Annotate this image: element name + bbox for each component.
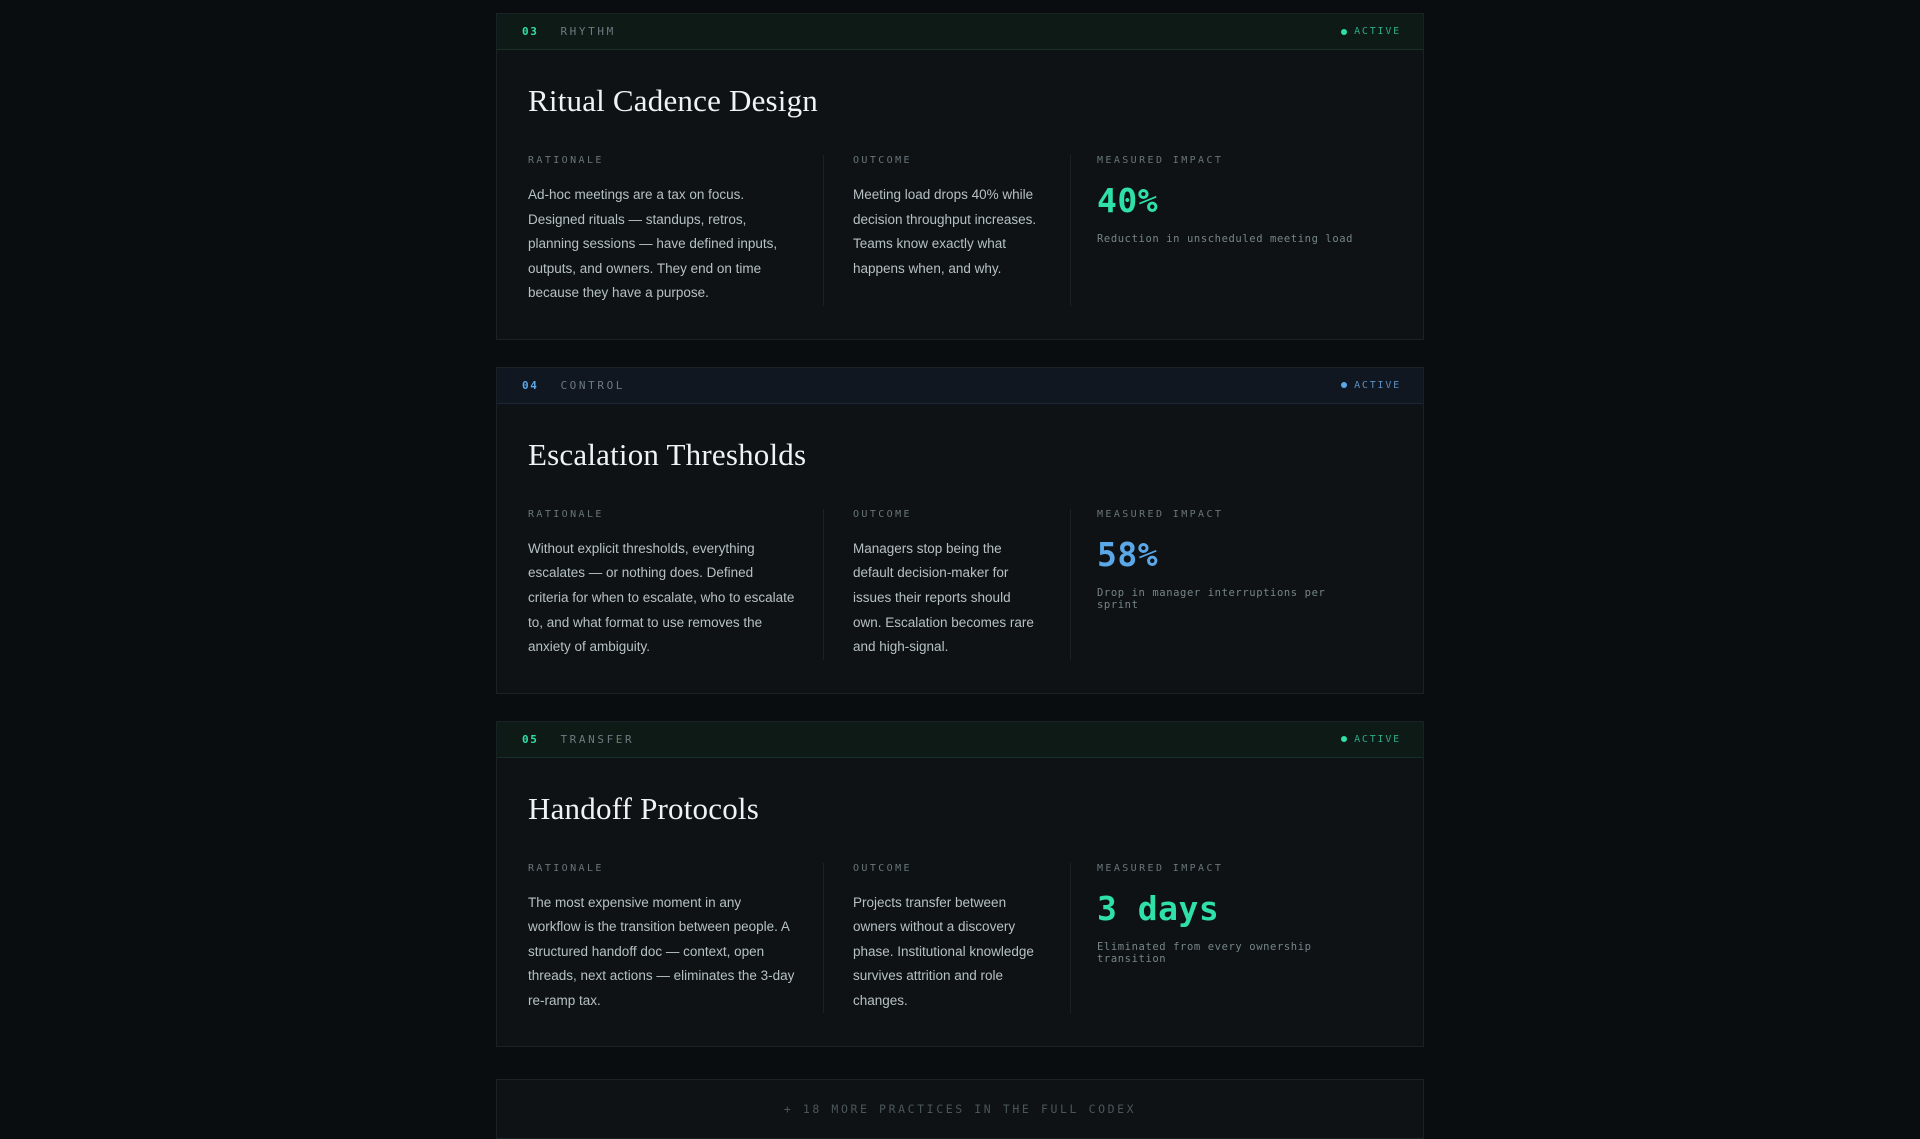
status-badge [1341,380,1401,391]
status-label: ACTIVE [1354,733,1401,745]
card-index: 05 [522,732,539,746]
card-kicker: TRANSFER [560,732,635,746]
rationale-label: RATIONALE [528,862,604,874]
impact-note: Drop in manager interruptions per sprint [1097,587,1326,612]
card-body [497,404,1423,693]
impact-column [1070,863,1393,1014]
outcome-label: OUTCOME [853,155,912,166]
rationale-text: The most expensive moment in any workflow is the transition between people. A structured handoff doc — context, open threads, next actions — eliminates the 3-day re-ramp tax. [528,894,795,1008]
rationale-label: RATIONALE [528,155,604,166]
impact-note: Eliminated from every ownership transition [1097,940,1312,965]
more-practices-banner[interactable] [496,1079,1424,1139]
outcome-label: OUTCOME [853,862,912,874]
impact-metric: 58% [1097,534,1159,574]
impact-label: MEASURED IMPACT [1097,508,1224,520]
impact-metric: 3 days [1097,888,1220,928]
outcome-text: Managers stop being the default decision-maker for issues their reports should own. Escalation becomes rare and high-signal. [853,540,1034,655]
status-badge [1341,734,1401,745]
card-columns [528,155,1393,306]
impact-column [1070,509,1393,660]
practice-card [496,367,1424,694]
card-index: 04 [522,378,539,392]
impact-label: MEASURED IMPACT [1097,862,1224,874]
card-index: 03 [522,25,539,38]
card-header [497,14,1423,50]
card-title: Ritual Cadence Design [528,83,819,118]
card-header [497,368,1423,404]
card-title: Escalation Thresholds [528,436,807,472]
outcome-column [823,155,1070,306]
card-header [497,722,1423,758]
card-title: Handoff Protocols [528,790,759,826]
more-practices-label: + 18 MORE PRACTICES IN THE FULL CODEX [783,1102,1137,1117]
status-dot-icon [1341,29,1347,35]
practice-card [496,721,1424,1048]
impact-metric: 40% [1097,181,1159,220]
outcome-text: Projects transfer between owners without a discovery phase. Institutional knowledge survives attrition and role changes. [853,894,1034,1008]
outcome-label: OUTCOME [853,508,912,520]
card-body [497,50,1423,339]
rationale-label: RATIONALE [528,508,604,520]
outcome-column [823,863,1070,1014]
impact-note: Reduction in unscheduled meeting load [1097,233,1354,246]
card-columns [528,509,1393,660]
impact-column [1070,155,1393,306]
card-kicker: RHYTHM [560,25,616,38]
practice-card [496,13,1424,340]
impact-label: MEASURED IMPACT [1097,155,1224,166]
status-badge [1341,26,1401,37]
rationale-text: Ad-hoc meetings are a tax on focus. Designed rituals — standups, retros, planning sessions — have defined inputs, outputs, and owners. They end on time because they have a purpose. [528,187,778,301]
rationale-column [528,155,823,306]
card-columns [528,863,1393,1014]
status-label: ACTIVE [1354,379,1401,391]
outcome-text: Meeting load drops 40% while decision throughput increases. Teams know exactly what happens when, and why. [853,187,1037,276]
card-body [497,758,1423,1047]
rationale-column [528,509,823,660]
rationale-column [528,863,823,1014]
status-dot-icon [1341,736,1347,742]
rationale-text: Without explicit thresholds, everything escalates — or nothing does. Defined criteria for when to escalate, who to escalate to, and what format to use removes the anxiety of ambiguity. [528,540,795,655]
outcome-column [823,509,1070,660]
status-dot-icon [1341,382,1347,388]
card-kicker: CONTROL [560,378,626,392]
status-label: ACTIVE [1354,26,1401,37]
